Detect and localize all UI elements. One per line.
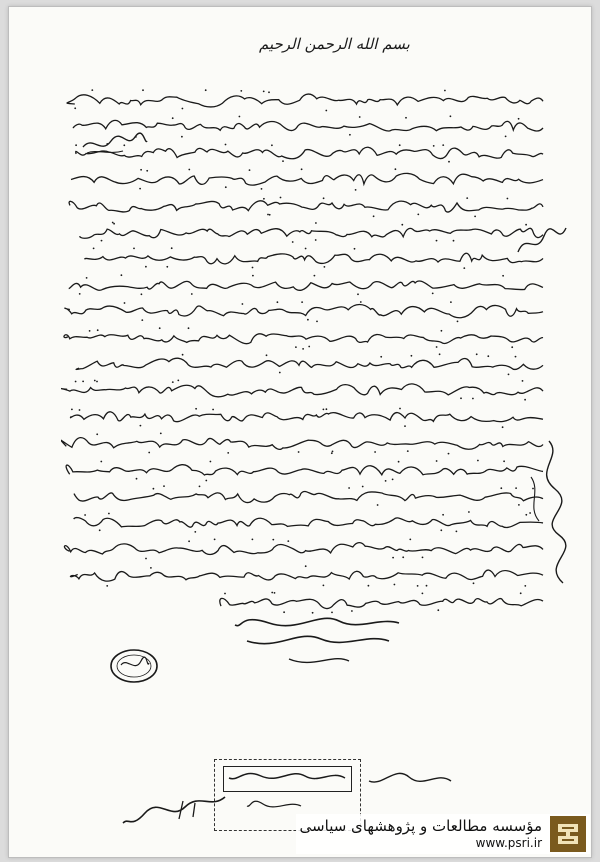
handwritten-line <box>61 536 547 562</box>
watermark-title: مؤسسه مطالعات و پژوهشهای سیاسی <box>299 817 542 836</box>
handwritten-line <box>61 87 547 113</box>
stamp-side-note <box>365 767 455 797</box>
handwritten-line <box>61 193 547 219</box>
institute-watermark <box>296 814 590 854</box>
handwritten-line <box>61 430 547 456</box>
handwritten-line <box>61 245 547 271</box>
handwritten-line <box>61 589 547 615</box>
bottom-annotation <box>119 789 229 829</box>
basmala-heading: بسم الله الرحمن الرحیم <box>259 35 410 53</box>
margin-note-right <box>514 222 569 262</box>
handwritten-line <box>61 351 547 377</box>
handwritten-line <box>61 562 547 588</box>
handwritten-line <box>61 404 547 430</box>
margin-note-right-vertical <box>519 437 579 587</box>
handwritten-line <box>61 483 547 509</box>
seal-stamp <box>109 647 159 685</box>
signature <box>229 613 409 673</box>
psri-logo-icon <box>550 816 586 852</box>
handwritten-line <box>61 509 547 535</box>
document-page <box>8 6 592 858</box>
handwritten-line <box>61 377 547 403</box>
handwritten-line <box>61 325 547 351</box>
handwritten-line <box>61 166 547 192</box>
handwritten-line <box>61 298 547 324</box>
handwritten-line <box>61 457 547 483</box>
margin-note-left <box>79 129 149 157</box>
watermark-url: www.psri.ir <box>475 835 542 850</box>
handwritten-line <box>61 219 547 245</box>
handwritten-line <box>61 272 547 298</box>
